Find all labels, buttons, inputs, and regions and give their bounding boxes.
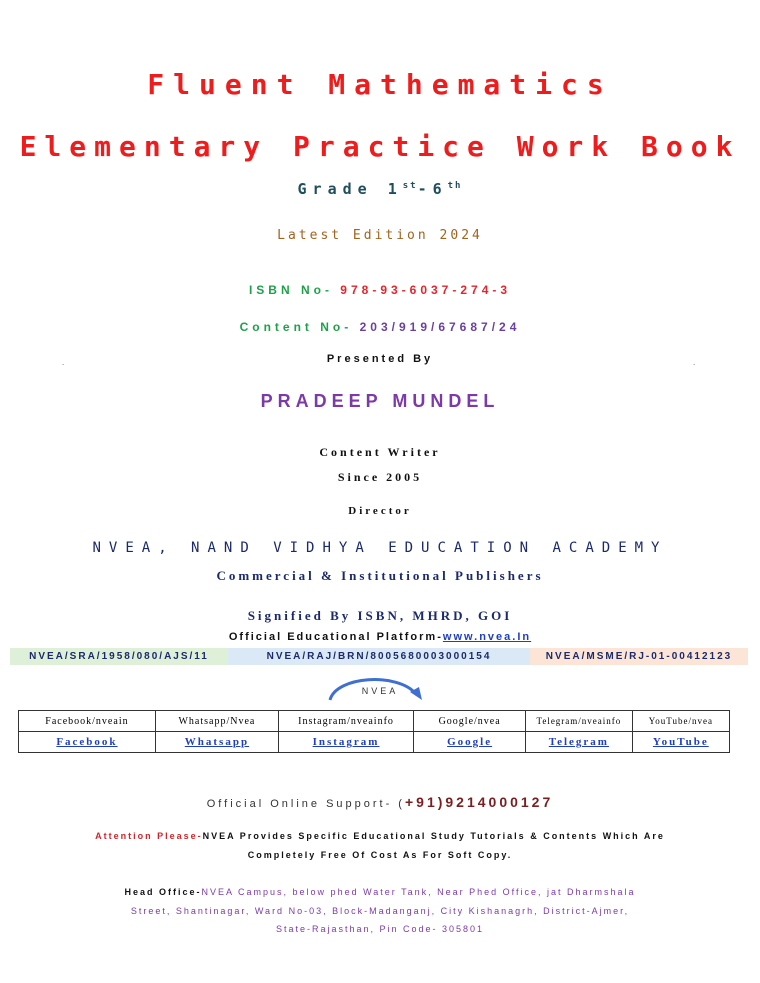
registration-brn: NVEA/RAJ/BRN/8005680003000154 bbox=[228, 648, 530, 665]
organization-name: NVEA, NAND VIDHYA EDUCATION ACADEMY bbox=[92, 540, 668, 556]
link-cell-facebook bbox=[19, 732, 156, 753]
handle-facebook: Facebook/nveain bbox=[19, 711, 156, 732]
youtube-link[interactable]: YouTube bbox=[652, 736, 709, 748]
book-subtitle: Elementary Practice Work Book bbox=[19, 130, 741, 163]
head-office-line-2: Street, Shantinagar, Ward No-03, Block-Madanganj, City Kishanagrh, District-Ajmer, bbox=[130, 906, 630, 916]
registration-bar bbox=[10, 648, 748, 665]
support-label: Official Online Support- ( bbox=[206, 798, 405, 810]
grade-mid: -6 bbox=[417, 180, 448, 198]
author-role: Content Writer bbox=[319, 445, 441, 459]
social-media-table bbox=[18, 710, 730, 753]
publisher-type: Commercial & Institutional Publishers bbox=[216, 568, 544, 583]
link-cell-telegram bbox=[526, 732, 633, 753]
handle-google: Google/nvea bbox=[414, 711, 526, 732]
isbn-label: ISBN No- bbox=[248, 283, 333, 297]
director-label: Director bbox=[348, 505, 412, 517]
attention-line-2: Completely Free Of Cost As For Soft Copy. bbox=[247, 850, 513, 860]
head-office-line-3: State-Rajasthan, Pin Code- 305801 bbox=[275, 924, 485, 934]
social-handles-row bbox=[19, 711, 730, 732]
content-number-label: Content No- bbox=[239, 320, 353, 334]
link-cell-google bbox=[414, 732, 526, 753]
link-cell-instagram bbox=[278, 732, 413, 753]
platform-label: Official Educational Platform- bbox=[228, 631, 443, 643]
attention-line-1 bbox=[0, 831, 760, 841]
grade-sup-1: st bbox=[402, 181, 418, 191]
google-link[interactable]: Google bbox=[447, 736, 493, 748]
grade-range bbox=[0, 180, 760, 198]
educational-platform bbox=[0, 631, 760, 643]
isbn bbox=[0, 283, 760, 297]
handle-whatsapp: Whatsapp/Nvea bbox=[155, 711, 278, 732]
social-links-row bbox=[19, 732, 730, 753]
content-number-value: 203/919/67687/24 bbox=[359, 320, 521, 334]
handle-youtube: YouTube/nvea bbox=[632, 711, 729, 732]
facebook-link[interactable]: Facebook bbox=[56, 736, 118, 748]
isbn-value: 978-93-6037-274-3 bbox=[340, 283, 512, 297]
telegram-link[interactable]: Telegram bbox=[548, 736, 609, 748]
link-cell-youtube bbox=[632, 732, 729, 753]
nvea-badge: NVEA bbox=[361, 686, 399, 696]
whatsapp-link[interactable]: Whatsapp bbox=[184, 736, 250, 748]
since-year: Since 2005 bbox=[337, 470, 423, 484]
link-cell-whatsapp bbox=[155, 732, 278, 753]
signified-by: Signified By ISBN, MHRD, GOI bbox=[247, 608, 513, 623]
content-number bbox=[0, 320, 760, 334]
handle-telegram: Telegram/nveainfo bbox=[526, 711, 633, 732]
handle-instagram: Instagram/nveainfo bbox=[278, 711, 413, 732]
edition: Latest Edition 2024 bbox=[277, 228, 483, 243]
right-dot: . bbox=[693, 358, 696, 367]
support-number: +91)9214000127 bbox=[404, 794, 554, 810]
left-dot: . bbox=[62, 358, 65, 367]
registration-sra: NVEA/SRA/1958/080/AJS/11 bbox=[10, 648, 228, 665]
online-support bbox=[0, 794, 760, 810]
grade-prefix: Grade 1 bbox=[297, 180, 403, 198]
head-office-text-1: NVEA Campus, below phed Water Tank, Near Phed Office, jat Dharmshala bbox=[201, 887, 636, 897]
grade-sup-2: th bbox=[447, 181, 463, 191]
instagram-link[interactable]: Instagram bbox=[312, 736, 380, 748]
presented-by: Presented By bbox=[326, 353, 434, 365]
registration-msme: NVEA/MSME/RJ-01-00412123 bbox=[530, 648, 748, 665]
attention-text-1: NVEA Provides Specific Educational Study Tutorials & Contents Which Are bbox=[202, 831, 665, 841]
attention-label: Attention Please- bbox=[95, 831, 203, 841]
platform-link[interactable]: www.nvea.In bbox=[442, 631, 532, 643]
book-title: Fluent Mathematics bbox=[147, 68, 613, 101]
head-office-label: Head Office- bbox=[124, 887, 202, 897]
head-office-line-1 bbox=[0, 887, 760, 897]
author-name: PRADEEP MUNDEL bbox=[260, 391, 500, 411]
